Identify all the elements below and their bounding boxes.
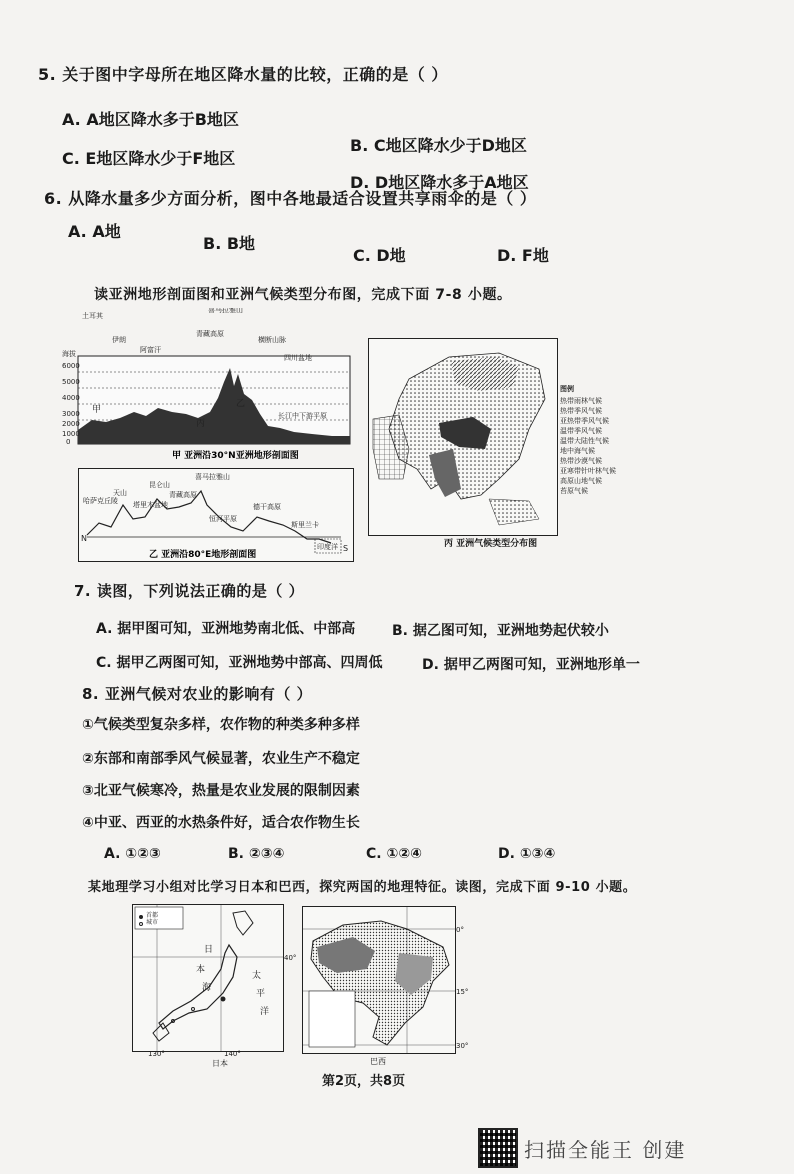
q6-option-a[interactable]: A. A地 (68, 222, 121, 241)
q7-option-a[interactable]: A. 据甲图可知，亚洲地势南北低、中部高 (96, 621, 356, 637)
yi-south: S (343, 544, 349, 553)
japan-sea-char-3: 海 (202, 983, 212, 993)
capital-legend-icon (139, 915, 143, 919)
japan-ocean-char-1: 太 (252, 971, 262, 981)
jia-label-4: 喜马拉雅山 (208, 308, 243, 314)
yi-label-4: 塔里木盆地 (133, 501, 168, 509)
tokyo-marker (221, 997, 226, 1002)
yi-label-6: 喜马拉雅山 (195, 473, 230, 481)
yi-label-10: 印度洋 (317, 543, 338, 551)
climate-map (369, 339, 557, 535)
map-japan (132, 904, 284, 1052)
jia-label-5: 青藏高原 (196, 330, 224, 338)
q5-option-b[interactable]: B. C地区降水少于D地区 (350, 136, 527, 155)
brazil-lat-0: 0° (456, 926, 464, 934)
q8-statement-1: ①气候类型复杂多样，农作物的种类多种多样 (82, 717, 360, 733)
profile-yi-chart (79, 469, 353, 561)
q8-option-b[interactable]: B. ②③④ (228, 846, 285, 862)
japan-ocean-char-3: 洋 (260, 1007, 270, 1017)
q8-statement-2: ②东部和南部季风气候显著，农业生产不稳定 (82, 751, 360, 767)
bing-legend-7: 热带沙漠气候 (560, 457, 602, 465)
japan-legend-city: 城市 (146, 919, 159, 926)
jia-ytick-7: 0 (66, 438, 71, 446)
jia-ytick-6: 1000 (62, 430, 80, 438)
bing-legend-2: 热带季风气候 (560, 407, 602, 415)
q5-option-c[interactable]: C. E地区降水少于F地区 (62, 149, 236, 168)
yi-label-9: 斯里兰卡 (291, 521, 319, 529)
jia-caption: 甲 亚洲沿30°N亚洲地形剖面图 (172, 451, 299, 460)
japan-legend-capital: 首都 (146, 912, 159, 919)
q8-stem: 8. 亚洲气候对农业的影响有（ ） (82, 685, 313, 703)
jia-ytick-3: 4000 (62, 394, 80, 402)
jia-ytick-4: 3000 (62, 410, 80, 418)
scanner-watermark: 扫描全能王 创建 (524, 1138, 687, 1162)
bing-legend-8: 亚寒带针叶林气候 (560, 467, 616, 475)
bing-legend-title: 图例 (560, 385, 574, 393)
jia-label-8: 长江中下游平原 (278, 412, 327, 420)
brazil-lat-30: 30° (456, 1042, 469, 1050)
japan-lon-130: 130° (148, 1050, 165, 1058)
q8-statement-3: ③北亚气候寒冷，热量是农业发展的限制因素 (82, 783, 360, 799)
q6-option-b[interactable]: B. B地 (203, 234, 256, 253)
qr-code-icon (478, 1128, 518, 1168)
q8-option-a[interactable]: A. ①②③ (104, 846, 161, 862)
bing-legend-9: 高原山地气候 (560, 477, 602, 485)
japan-lat-40: 40° (284, 954, 297, 962)
bing-legend (560, 384, 616, 496)
brazil-caption: 巴西 (370, 1057, 386, 1066)
bing-legend-10: 苔原气候 (560, 487, 588, 495)
jia-ytick-1: 6000 (62, 362, 80, 370)
q8-statement-4: ④中亚、西亚的水热条件好，适合农作物生长 (82, 815, 360, 831)
profile-jia-chart (62, 308, 354, 460)
bing-legend-3: 亚热带季风气候 (560, 417, 609, 425)
q7-stem: 7. 读图，下列说法正确的是（ ） (74, 582, 305, 600)
q8-option-c[interactable]: C. ①②④ (366, 846, 423, 862)
intro-9-10: 某地理学习小组对比学习日本和巴西，探究两国的地理特征。读图，完成下面 9-10 小题。 (88, 880, 637, 895)
jia-label-7: 四川盆地 (284, 354, 312, 362)
japan-ocean-char-2: 平 (256, 989, 266, 999)
q7-option-b[interactable]: B. 据乙图可知，亚洲地势起伏较小 (392, 623, 609, 639)
figure-jia-profile (62, 308, 354, 460)
jia-mark-jia: 甲 (92, 405, 102, 415)
figure-bing-climate-map (368, 338, 558, 536)
q5-option-a[interactable]: A. A地区降水多于B地区 (62, 110, 239, 129)
yi-north: N (81, 534, 87, 543)
q7-option-d[interactable]: D. 据甲乙两图可知，亚洲地形单一 (422, 657, 640, 673)
yi-label-8: 德干高原 (253, 503, 281, 511)
jia-label-1: 土耳其 (82, 312, 103, 320)
jia-mark-yi: 乙 (236, 399, 246, 409)
q8-option-d[interactable]: D. ①③④ (498, 846, 556, 862)
map-brazil (302, 906, 456, 1054)
yi-label-7: 恒河平原 (209, 515, 237, 523)
page-footer: 第2页，共8页 (322, 1074, 406, 1089)
bing-legend-1: 热带雨林气候 (560, 397, 602, 405)
jia-mark-bing: 丙 (196, 419, 206, 429)
bing-legend-4: 温带季风气候 (560, 427, 602, 435)
q5-option-d[interactable]: D. D地区降水多于A地区 (350, 173, 529, 192)
figure-yi-profile (78, 468, 354, 562)
intro-7-8: 读亚洲地形剖面图和亚洲气候类型分布图，完成下面 7-8 小题。 (94, 287, 512, 303)
q6-option-c[interactable]: C. D地 (353, 246, 406, 265)
japan-sea-char-1: 日 (204, 945, 214, 955)
q6-option-d[interactable]: D. F地 (497, 246, 549, 265)
brazil-map-graphic (303, 907, 455, 1053)
brazil-lat-15: 15° (456, 988, 469, 996)
jia-ytick-2: 5000 (62, 378, 80, 386)
japan-sea-char-2: 本 (196, 965, 206, 975)
yi-label-3: 昆仑山 (149, 481, 170, 489)
yi-caption: 乙 亚洲沿80°E地形剖面图 (149, 550, 257, 560)
jia-ytick-0: 海拔 (62, 350, 76, 358)
q5-stem: 5. 关于图中字母所在地区降水量的比较，正确的是（ ） (38, 65, 448, 84)
jia-ytick-5: 2000 (62, 420, 80, 428)
yi-label-1: 哈萨克丘陵 (83, 497, 118, 505)
jia-label-3: 阿富汗 (140, 346, 161, 354)
japan-caption: 日本 (212, 1059, 228, 1068)
jia-label-2: 伊朗 (112, 336, 126, 344)
japan-lon-140: 140° (224, 1050, 241, 1058)
yi-label-2: 天山 (113, 489, 127, 497)
q7-option-c[interactable]: C. 据甲乙两图可知，亚洲地势中部高、四周低 (96, 655, 383, 671)
bing-legend-6: 地中海气候 (560, 447, 595, 455)
q6-stem: 6. 从降水量多少方面分析，图中各地最适合设置共享雨伞的是（ ） (44, 189, 537, 208)
bing-legend-5: 温带大陆性气候 (560, 437, 609, 445)
jia-label-6: 横断山脉 (258, 336, 286, 344)
bing-caption-text: 丙 亚洲气候类型分布图 (444, 539, 538, 549)
yi-label-5: 青藏高原 (169, 491, 197, 499)
